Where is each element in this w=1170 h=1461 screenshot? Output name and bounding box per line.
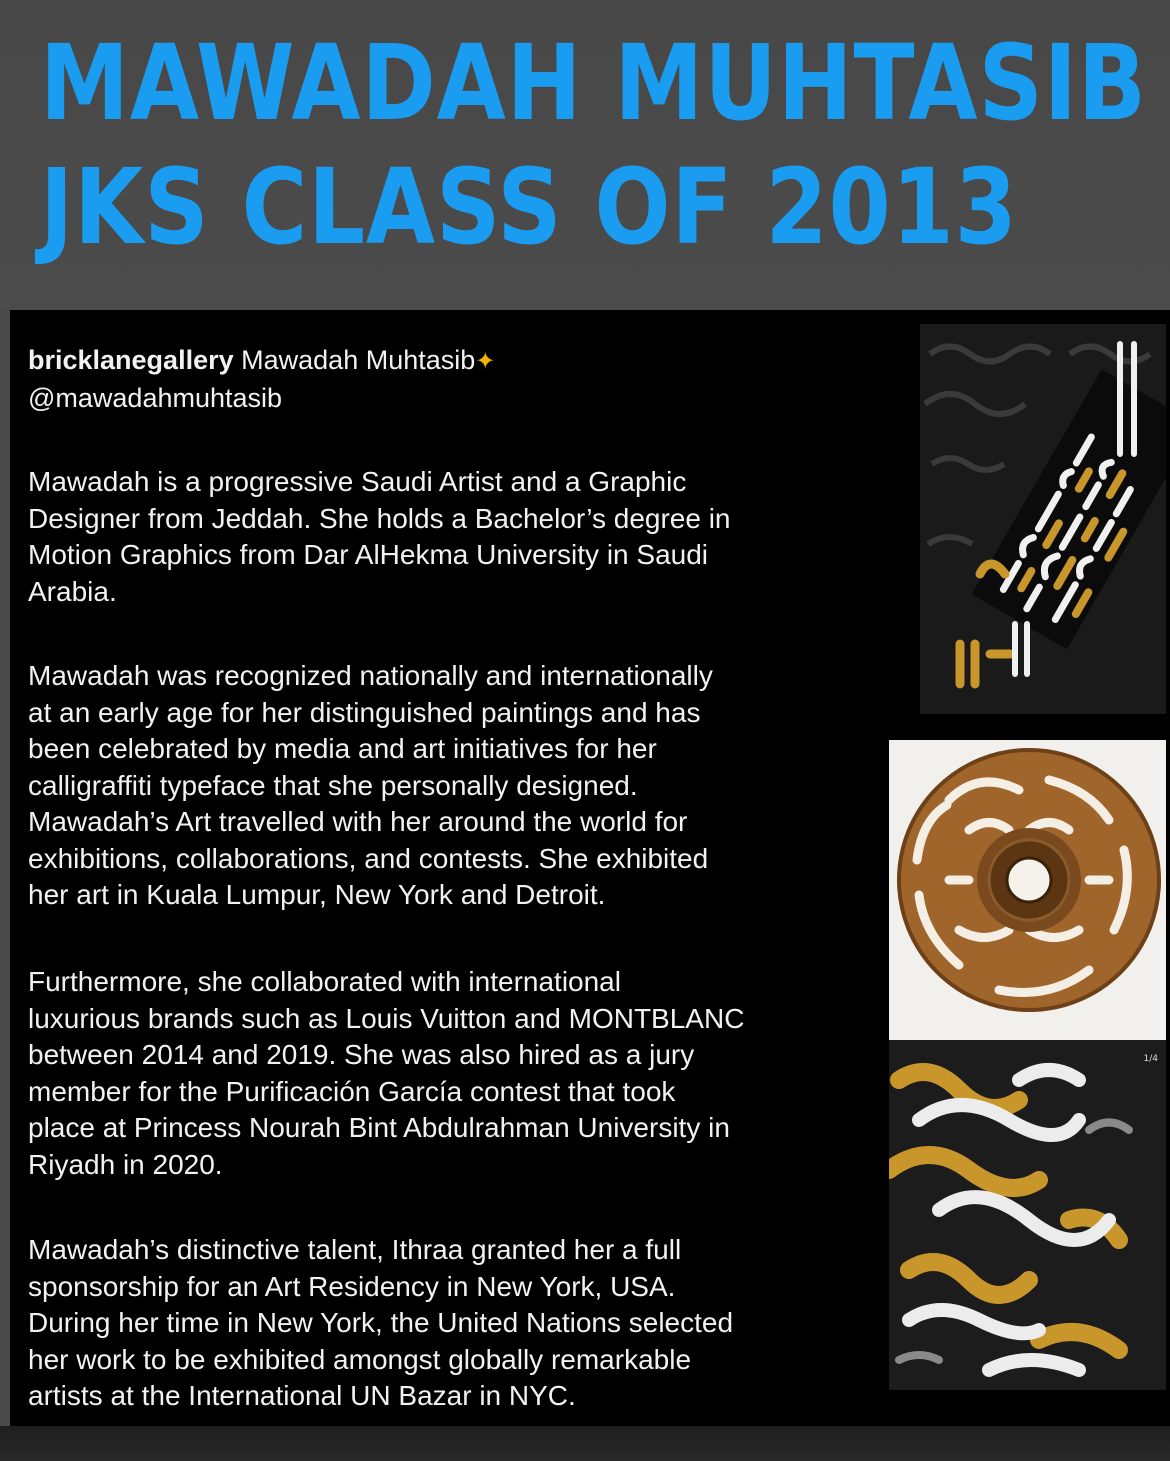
bio-paragraph-1: Mawadah is a progressive Saudi Artist and a Graphic Designer from Jeddah. She holds a Bachelor’s degree in Motion Graphics from Dar AlHekma University in Saudi Arabia. [28,466,731,607]
bio-paragraph-4: Mawadah’s distinctive talent, Ithraa granted her a full sponsorship for an Art Residency in New York, USA. During her time in New York, the United Nations selected her work to be exhibited amongst globally remarkable artists at the International UN Bazar in NYC. [28,1234,734,1411]
mention-link[interactable]: @mawadahmuhtasib [28,383,283,413]
bio-paragraph-2: Mawadah was recognized nationally and internationally at an early age for her distinguished paintings and has been celebrated by media and art initiatives for her calligraffiti typeface that she personally designed. Mawadah’s Art travelled with her around the world for exhibitions, collaborations, and contests. She exhibited her art in Kuala Lumpur, New York and Detroit. [28,660,713,910]
artwork-image-3 [889,1040,1166,1390]
title-line-class: JKS CLASS OF 2013 [40,146,1018,268]
display-name: Mawadah Muhtasib [241,345,476,375]
carousel-counter: 1/4 [1143,1054,1158,1064]
title-line-name: MAWADAH MUHTASIB [40,22,1147,144]
shooting-star-icon: ✦ [475,348,496,375]
panel-bottom-strip [0,1426,1170,1461]
artwork-image-1 [920,324,1166,714]
artwork-image-2 [889,740,1166,1040]
header-banner [0,0,1170,310]
instagram-caption [28,342,888,1411]
username-link[interactable]: bricklanegallery [28,345,234,375]
caption-header [28,342,888,380]
bio-paragraph-3: Furthermore, she collaborated with international luxurious brands such as Louis Vuitton and MONTBLANC between 2014 and 2019. She was also hired as a jury member for the Purificación García contest that took place at Princess Nourah Bint Abdulrahman University in Riyadh in 2020. [28,966,745,1180]
